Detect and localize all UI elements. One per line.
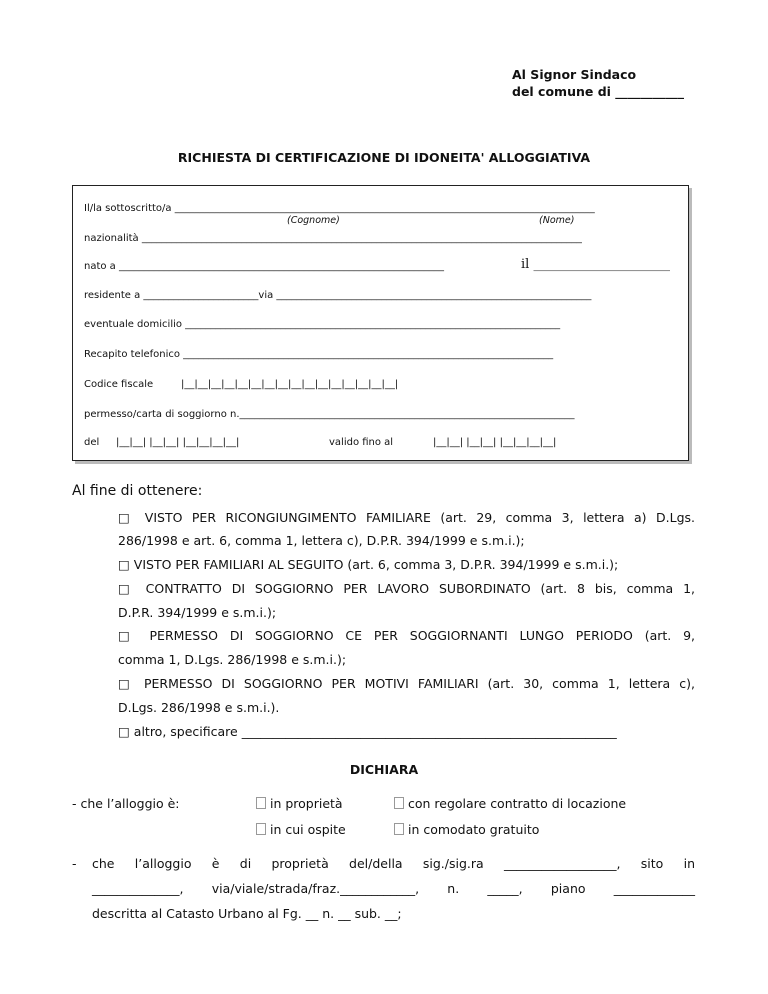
checkbox-in-proprieta[interactable]	[256, 796, 343, 811]
option-altro[interactable]: □ altro, specificare ____________________________________________________________	[118, 724, 617, 739]
proprieta-label: in proprietà	[266, 796, 343, 811]
checkbox-icon	[394, 823, 404, 835]
checkbox-icon	[394, 797, 404, 809]
codice-fiscale-boxes[interactable]: |__|__|__|__|__|__|__|__|__|__|__|__|__|__|__|__|	[181, 379, 399, 390]
residente-field[interactable]: residente a _______________________via _______________________________________________________________	[84, 290, 592, 301]
option-5-line-2: D.Lgs. 286/1998 e s.m.i.).	[118, 700, 280, 715]
nome-caption: (Nome)	[539, 215, 575, 226]
valido-date-boxes[interactable]: |__|__| |__|__| |__|__|__|__|	[433, 437, 557, 448]
addressee-line-2: del comune di ___________	[512, 84, 685, 99]
proprieta-line-1[interactable]: che l’alloggio è di proprietà del/della sig./sig.ra __________________, sito in	[92, 856, 695, 871]
option-4-line-2: comma 1, D.Lgs. 286/1998 e s.m.i.);	[118, 652, 347, 667]
data-nascita-field[interactable]: il _____________________	[521, 257, 670, 272]
checkbox-ospite[interactable]	[256, 822, 346, 837]
option-2[interactable]: □ VISTO PER FAMILIARI AL SEGUITO (art. 6, comma 3, D.P.R. 394/1999 e s.m.i.);	[118, 557, 619, 572]
option-3-line-2: D.P.R. 394/1999 e s.m.i.);	[118, 605, 277, 620]
cognome-caption: (Cognome)	[287, 215, 340, 226]
codice-fiscale-label: Codice fiscale	[84, 379, 154, 390]
addressee-line-1: Al Signor Sindaco	[512, 67, 637, 82]
option-1-line-1[interactable]: □ VISTO PER RICONGIUNGIMENTO FAMILIARE (art. 29, comma 3, lettera a) D.Lgs.	[118, 510, 695, 525]
comodato-label: in comodato gratuito	[404, 822, 540, 837]
valido-label: valido fino al	[329, 437, 394, 448]
personal-data-box	[72, 185, 689, 461]
proprieta-dash: -	[72, 856, 77, 871]
permesso-field[interactable]: permesso/carta di soggiorno n.___________________________________________________________________	[84, 409, 575, 420]
ospite-label: in cui ospite	[266, 822, 346, 837]
checkbox-contratto-locazione[interactable]	[394, 796, 626, 811]
contratto-label: con regolare contratto di locazione	[404, 796, 627, 811]
proprieta-line-3[interactable]: descritta al Catasto Urbano al Fg. __ n. __ sub. __;	[92, 906, 402, 921]
dichiara-heading: DICHIARA	[349, 762, 419, 777]
option-3-line-1[interactable]: □ CONTRATTO DI SOGGIORNO PER LAVORO SUBORDINATO (art. 8 bis, comma 1,	[118, 581, 695, 596]
del-label: del	[84, 437, 100, 448]
document-title: RICHIESTA DI CERTIFICAZIONE DI IDONEITA' ALLOGGIATIVA	[177, 150, 591, 165]
recapito-telefonico-field[interactable]: Recapito telefonico __________________________________________________________________________	[84, 349, 554, 360]
checkbox-icon	[256, 797, 266, 809]
domicilio-field[interactable]: eventuale domicilio ___________________________________________________________________________	[84, 319, 561, 330]
checkbox-comodato[interactable]	[394, 822, 539, 837]
nazionalita-field[interactable]: nazionalità ________________________________________________________________________________________	[84, 233, 582, 244]
alloggio-label: - che l’alloggio è:	[72, 796, 180, 811]
option-1-line-2: 286/1998 e art. 6, comma 1, lettera c), D.P.R. 394/1999 e s.m.i.);	[118, 533, 525, 548]
option-4-line-1[interactable]: □ PERMESSO DI SOGGIORNO CE PER SOGGIORNANTI LUNGO PERIODO (art. 9,	[118, 628, 695, 643]
addressee-block	[512, 66, 684, 100]
nato-a-field[interactable]: nato a _________________________________________________________________	[84, 261, 444, 272]
sottoscritto-field[interactable]: Il/la sottoscritto/a ____________________________________________________________________________________	[84, 203, 595, 214]
option-5-line-1[interactable]: □ PERMESSO DI SOGGIORNO PER MOTIVI FAMILIARI (art. 30, comma 1, lettera c),	[118, 676, 695, 691]
al-fine-heading: Al fine di ottenere:	[72, 483, 203, 499]
checkbox-icon	[256, 823, 266, 835]
proprieta-line-2[interactable]: ______________, via/viale/strada/fraz.____________, n. _____, piano _____________	[92, 881, 695, 896]
del-date-boxes[interactable]: |__|__| |__|__| |__|__|__|__|	[116, 437, 240, 448]
